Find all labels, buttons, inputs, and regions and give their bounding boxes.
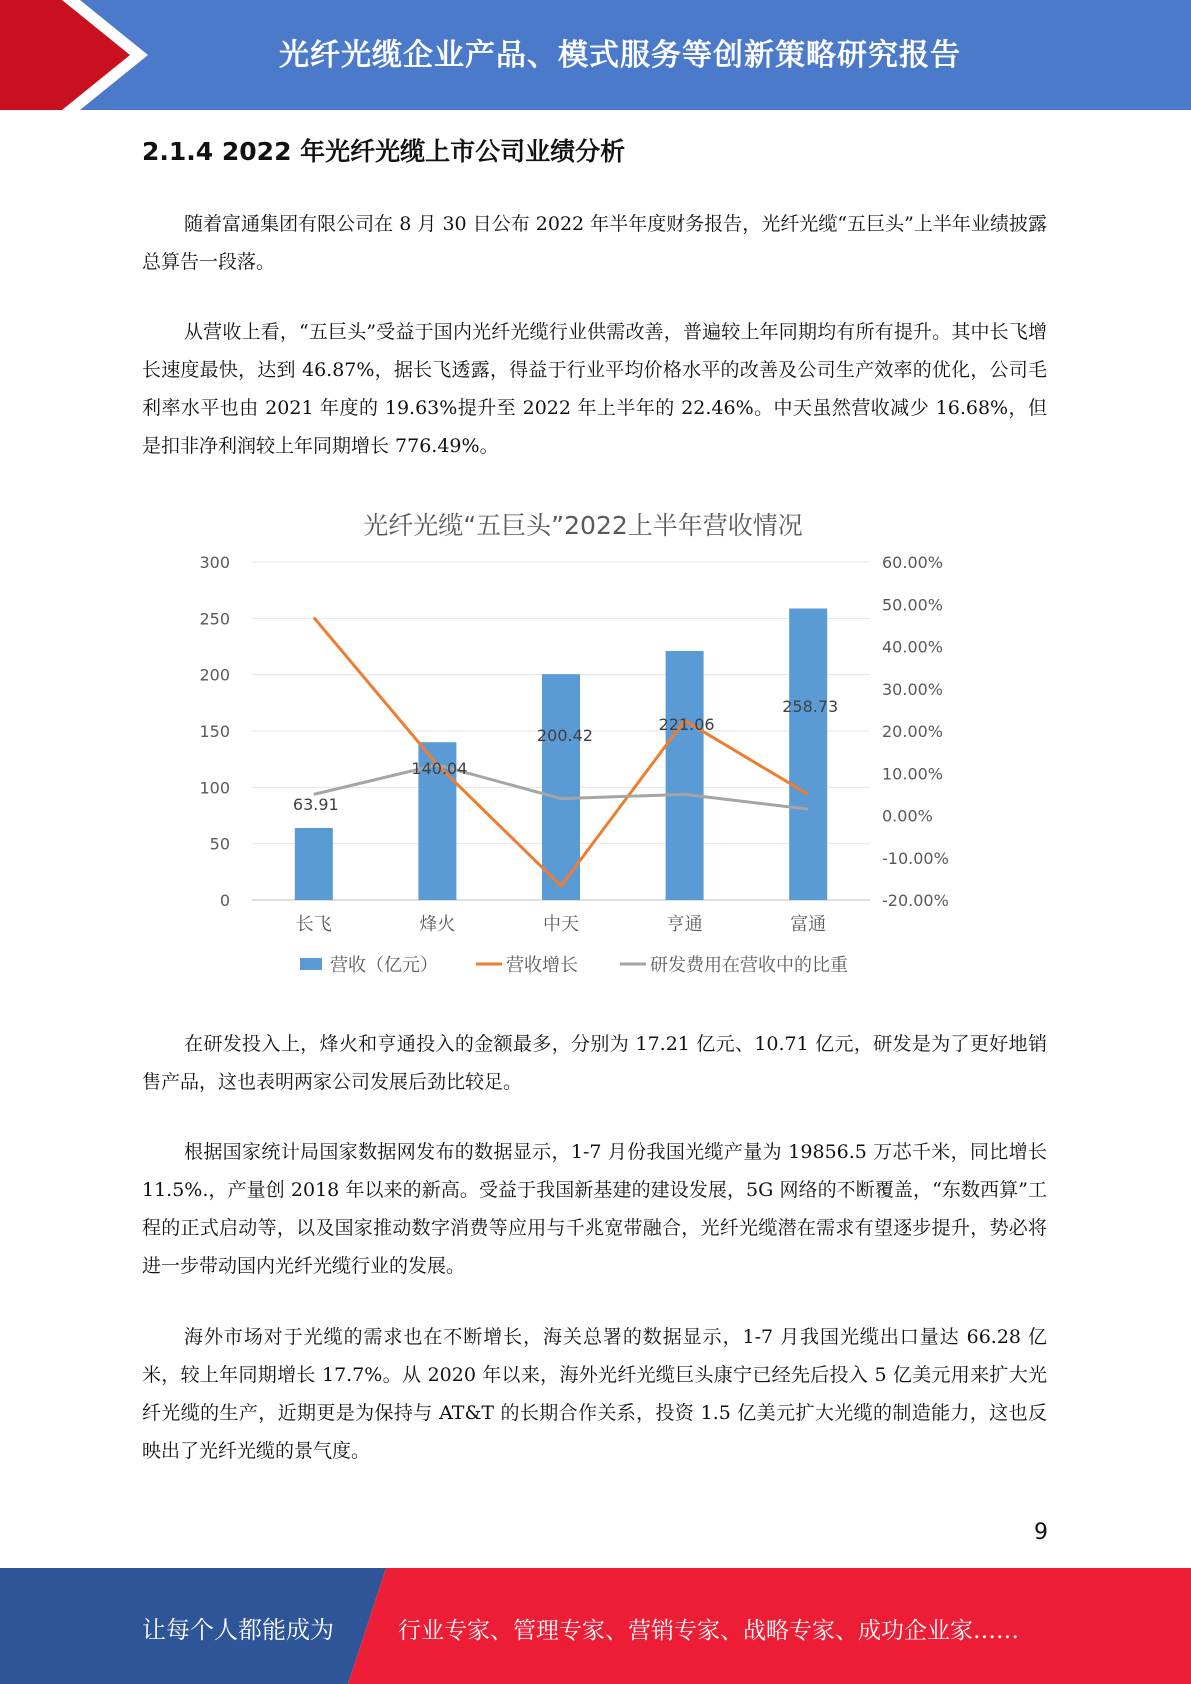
chart-title: 光纤光缆“五巨头”2022上半年营收情况 [363,511,803,540]
paragraph-1: 随着富通集团有限公司在 8 月 30 日公布 2022 年半年度财务报告，光纤光缆“五巨头”上半年业绩披露总算告一段落。 [142,213,1047,273]
y-left-tick-label: 300 [199,553,230,572]
legend-label: 营收增长 [506,955,578,976]
data-label: 258.73 [782,697,839,716]
y-right-tick-label: 10.00% [882,764,944,784]
bar [789,608,827,900]
y-left-tick-label: 100 [199,778,230,798]
paragraph-2: 从营收上看，“五巨头”受益于国内光纤光缆行业供需改善，普遍较上年同期均有所有提升。其中长飞增长速度最快，达到 46.87%，据长飞透露，得益于行业平均价格水平的改善及公司生产效率的优化，公司毛利率水平也由 2021 年度的 19.63%提升至 2022 年上半年的 22.46%。中天虽然营收减少 16.68%，但是扣非净利润较上年同期增长 776.49%。 [142,321,1047,457]
page-footer [0,1568,1191,1684]
bar [666,651,704,900]
data-label: 140.04 [411,759,468,778]
paragraph-3: 在研发投入上，烽火和亨通投入的金额最多，分别为 17.21 亿元、10.71 亿元，研发是为了更好地销售产品，这也表明两家公司发展后劲比较足。 [142,1033,1047,1093]
x-tick-label: 烽火 [419,914,456,935]
legend-swatch [300,958,322,970]
page-header [0,0,1191,110]
legend-label: 营收（亿元） [330,955,438,976]
data-label: 63.91 [292,795,339,814]
y-right-tick-label: 20.00% [882,722,944,741]
x-tick-label: 长飞 [295,914,332,935]
y-right-tick-label: -20.00% [882,891,949,910]
y-right-tick-label: 50.00% [882,595,944,615]
x-tick-label: 亨通 [666,914,703,935]
header-arrow-decoration [0,0,160,110]
revenue-chart [190,500,990,990]
y-left-tick-label: 0 [219,891,230,910]
page-number: 9 [1034,1520,1048,1545]
y-left-tick-label: 150 [199,722,230,741]
footer-slogan-left: 让每个人都能成为 [142,1616,334,1644]
x-tick-label: 中天 [543,914,579,935]
x-tick-label: 富通 [790,914,827,935]
y-right-tick-label: 0.00% [882,806,933,826]
y-right-tick-label: 60.00% [882,553,944,572]
y-right-tick-label: 30.00% [882,679,944,699]
revenue-chart-svg [190,500,990,990]
chart-bars [292,608,827,900]
y-right-tick-label: -10.00% [882,848,949,868]
legend-label: 研发费用在营收中的比重 [650,955,848,976]
chart-legend [300,955,848,976]
data-label: 221.06 [658,715,715,734]
y-left-tick-label: 250 [199,609,230,629]
y-left-tick-label: 50 [209,834,230,854]
section-heading: 2.1.4 2022 年光纤光缆上市公司业绩分析 [142,137,626,166]
data-label: 200.42 [537,726,593,745]
footer-slogan-right: 行业专家、管理专家、营销专家、战略专家、成功企业家…… [398,1618,1019,1644]
paragraph-4: 根据国家统计局国家数据网发布的数据显示，1-7 月份我国光缆产量为 19856.5 万芯千米，同比增长 11.5%.，产量创 2018 年以来的新高。受益于我国新基建的建设发展，5G 网络的不断覆盖，“东数西算”工程的正式启动等，以及国家推动数字消费等应用与千兆宽带融合，光纤光缆潜在需求有望逐步提升，势必将进一步带动国内光纤光缆行业的发展。 [142,1141,1047,1277]
y-left-tick-label: 200 [199,665,230,685]
bar [295,828,333,900]
y-right-tick-label: 40.00% [882,637,944,657]
paragraph-5: 海外市场对于光缆的需求也在不断增长，海关总署的数据显示，1-7 月我国光缆出口量达 66.28 亿米，较上年同期增长 17.7%。从 2020 年以来，海外光纤光缆巨头康宁已经先后投入 5 亿美元用来扩大光纤光缆的生产，近期更是为保持与 AT&T 的长期合作关系，投资 1.5 亿美元扩大光缆的制造能力，这也反映出了光纤光缆的景气度。 [142,1326,1047,1462]
header-title: 光纤光缆企业产品、模式服务等创新策略研究报告 [279,38,961,73]
